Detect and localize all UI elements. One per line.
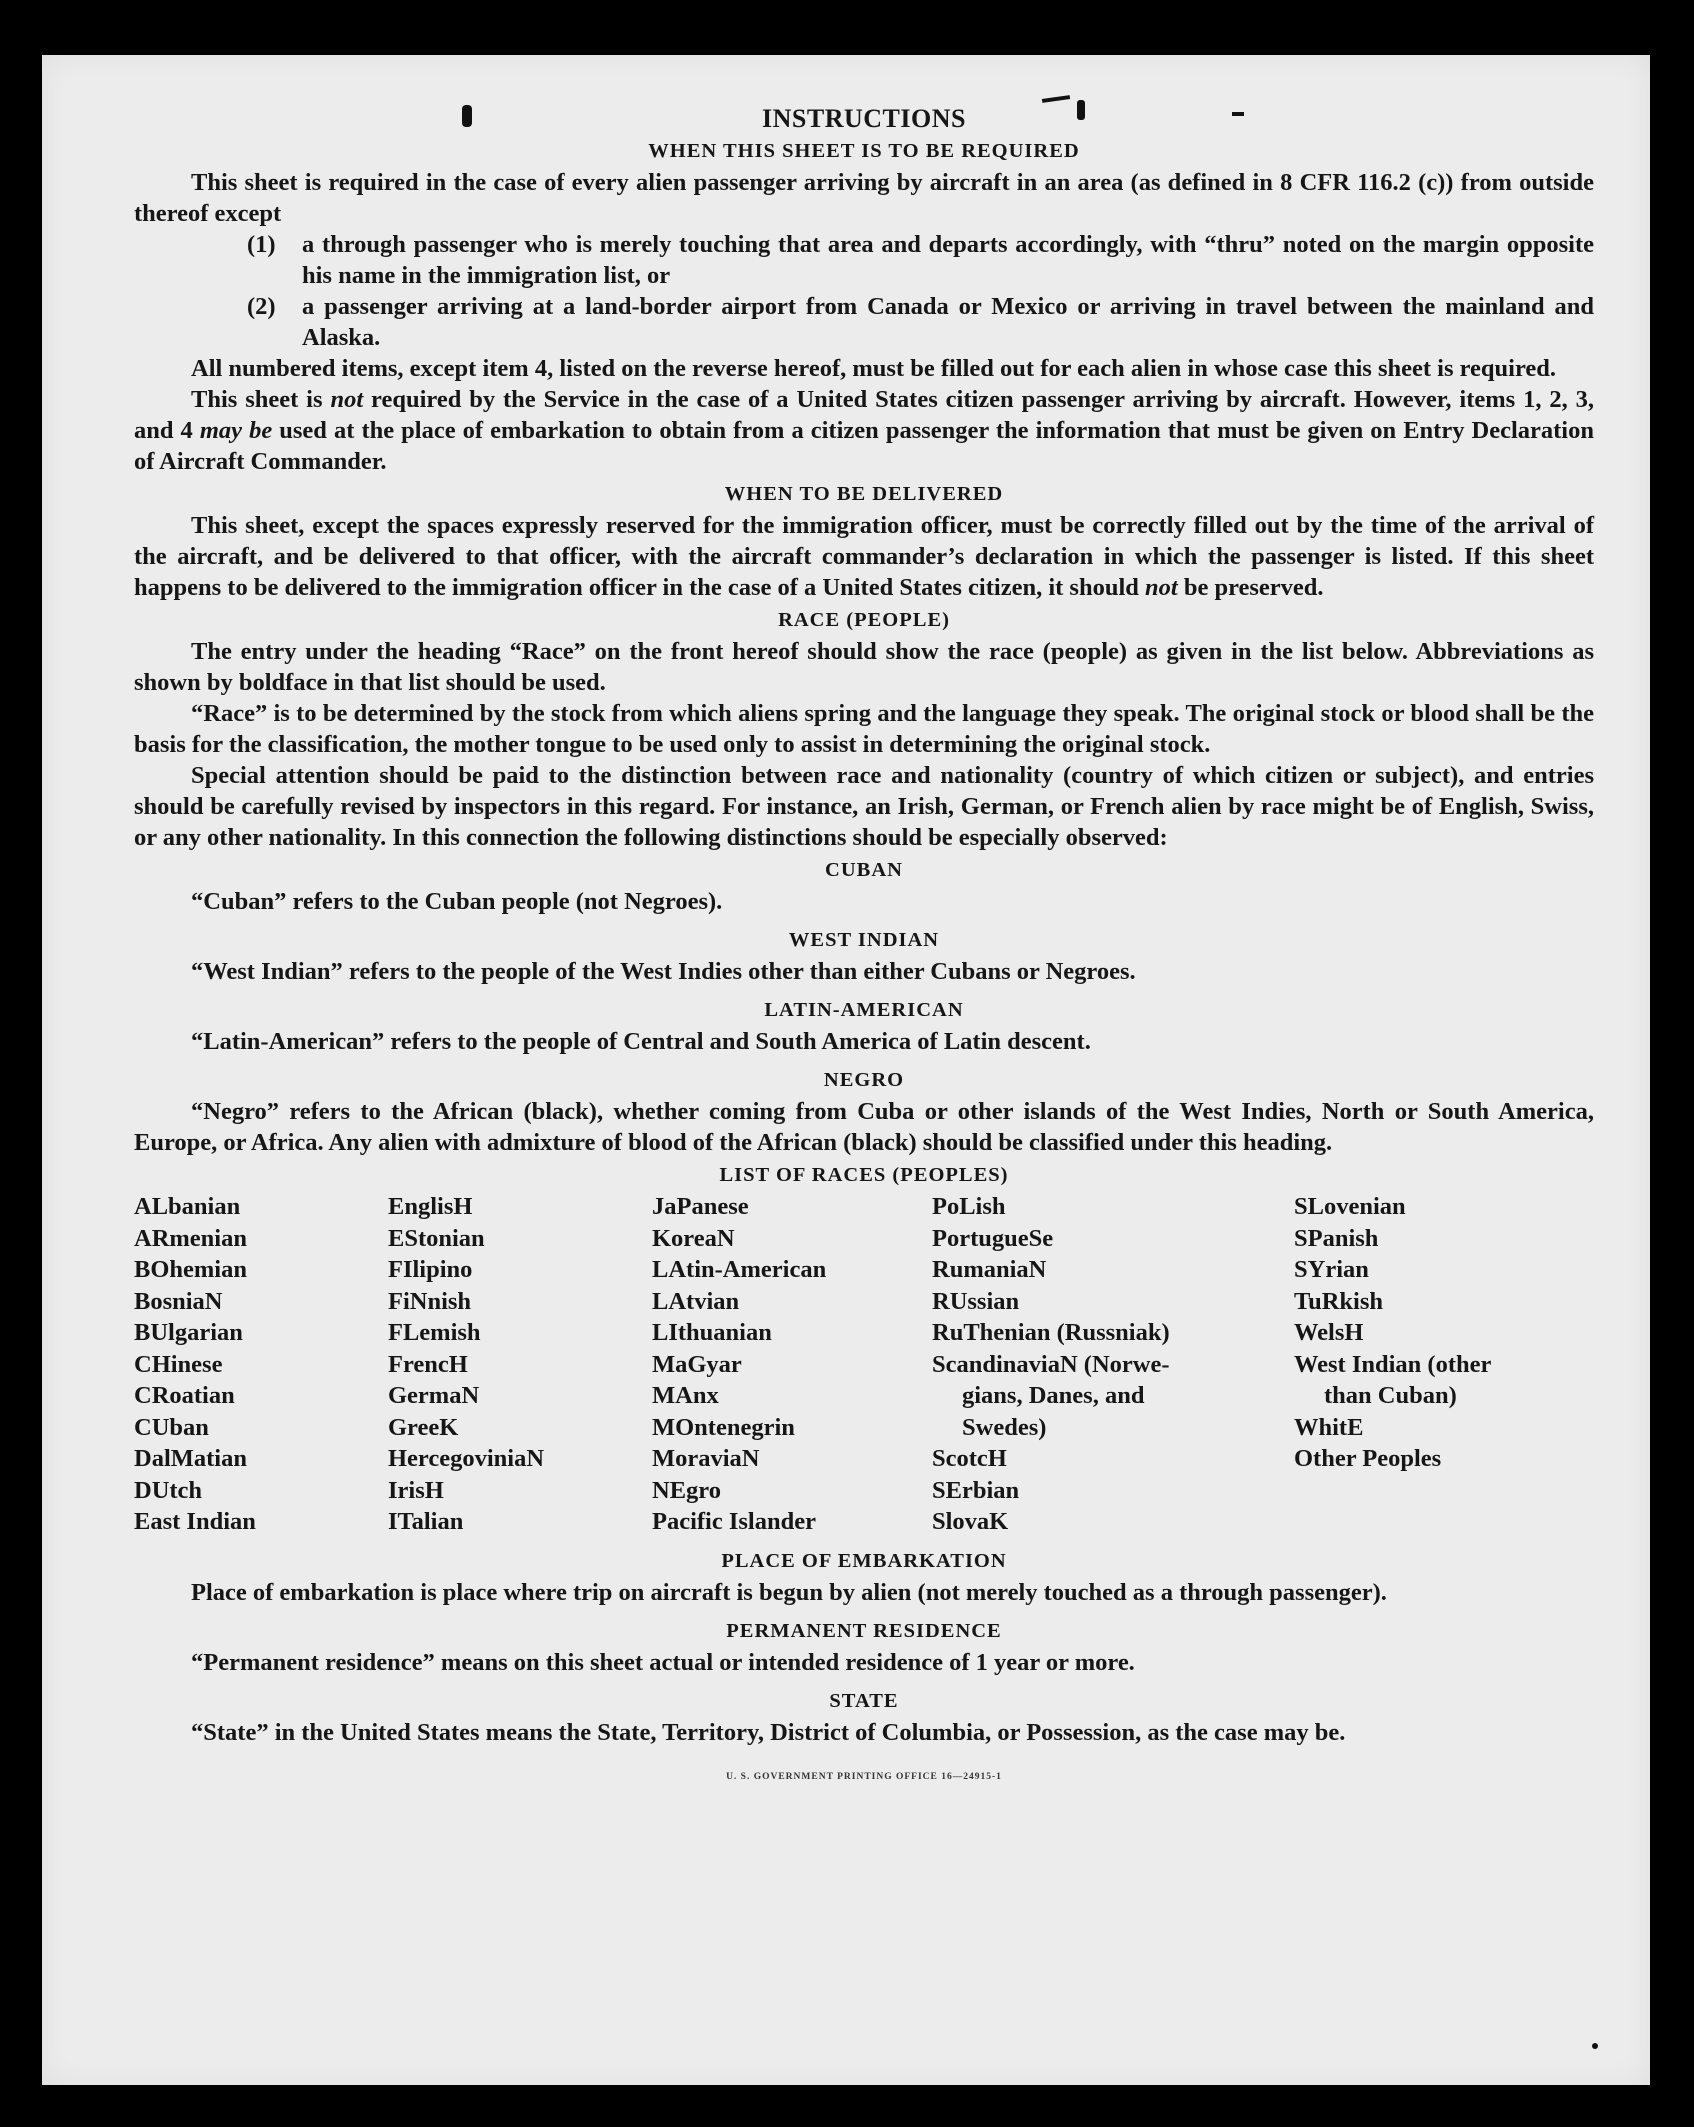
item-number: (2) bbox=[247, 293, 276, 320]
paragraph: “Negro” refers to the African (black), whether coming from Cuba or other islands of the West Indies, North or South America, Europe, or Africa. Any alien with admixture of blood of the African (black) should be classified under this heading. bbox=[134, 1098, 1594, 1156]
race-list-item: CRoatian bbox=[134, 1382, 235, 1409]
race-list-item: WhitE bbox=[1294, 1413, 1364, 1441]
heading-latin-american: LATIN-AMERICAN bbox=[764, 999, 964, 1021]
race-list-item: HercegoviniaN bbox=[388, 1445, 545, 1472]
item-text: a through passenger who is merely touching that area and departs accordingly, with “thru” noted on the margin opposite his name in the immigration list, or bbox=[302, 231, 1594, 289]
race-list-item: FiNnish bbox=[388, 1287, 472, 1315]
paragraph: “West Indian” refers to the people of the West Indies other than either Cubans or Negroes. bbox=[191, 958, 1136, 985]
heading-permanent-residence: PERMANENT RESIDENCE bbox=[726, 1619, 1002, 1642]
paragraph: “Permanent residence” means on this sheet actual or intended residence of 1 year or more. bbox=[191, 1648, 1135, 1676]
race-list-item: FrencH bbox=[388, 1350, 468, 1378]
heading-west-indian: WEST INDIAN bbox=[788, 929, 940, 951]
race-list-item: SlovaK bbox=[932, 1508, 1009, 1535]
race-list-item: MAnx bbox=[652, 1382, 719, 1409]
text-run: This sheet, except the spaces expressly reserved for the immigration officer, must be correctly filled out by the time of the arrival of the aircraft, and be delivered to that officer, with the aircraft commander’s declaration in which the passenger is listed. If this sheet happens to be delivered to the immigration officer in the case of a United States citizen, it should bbox=[134, 512, 1594, 601]
race-list-item: SLovenian bbox=[1294, 1193, 1406, 1220]
race-list-item: Pacific Islander bbox=[652, 1508, 816, 1535]
race-list-item: MOntenegrin bbox=[652, 1413, 795, 1441]
document-sheet bbox=[42, 55, 1650, 2085]
paragraph: “Race” is to be determined by the stock from which aliens spring and the language they speak. The original stock or blood shall be the basis for the classification, the mother tongue to be used only to assist in determining the original stock. bbox=[134, 700, 1594, 758]
heading-place-of-embarkation: PLACE OF EMBARKATION bbox=[721, 1549, 1007, 1572]
race-list-item: DUtch bbox=[134, 1476, 203, 1504]
text-run: This sheet is bbox=[191, 386, 331, 413]
race-list-item: RUssian bbox=[932, 1287, 1020, 1315]
race-list-item: MoraviaN bbox=[652, 1445, 760, 1472]
race-list-item: SPanish bbox=[1294, 1224, 1379, 1252]
paragraph: The entry under the heading “Race” on the front hereof should show the race (people) as given in the list below. Abbreviations as shown by boldface in that list should be used. bbox=[134, 638, 1594, 696]
race-list-item: FIlipino bbox=[388, 1256, 473, 1283]
race-list-item: LAtvian bbox=[652, 1287, 740, 1315]
race-list-item: CUban bbox=[134, 1413, 209, 1441]
race-list-item: WelsH bbox=[1294, 1319, 1364, 1346]
race-list-item: RuThenian (Russniak) bbox=[932, 1319, 1170, 1346]
race-list-item: BUlgarian bbox=[134, 1319, 243, 1346]
scan-mark bbox=[1042, 95, 1070, 103]
item-number: (1) bbox=[247, 231, 276, 258]
race-list-item: JaPanese bbox=[652, 1193, 749, 1220]
race-list-item: GreeK bbox=[388, 1413, 459, 1441]
paragraph: Place of embarkation is place where trip on aircraft is begun by alien (not merely touched as a through passenger). bbox=[191, 1578, 1387, 1606]
race-list-item: Other Peoples bbox=[1294, 1445, 1442, 1472]
text-run: be preserved. bbox=[1177, 574, 1324, 601]
race-list-item: East Indian bbox=[134, 1508, 256, 1535]
paragraph: Special attention should be paid to the distinction between race and nationality (country of which citizen or subject), and entries should be carefully revised by inspectors in this regard. For instance, an Irish, German, or French alien by race might be of English, Swiss, or any other nationality. In this connection the following distinctions should be especially observed: bbox=[134, 762, 1594, 851]
item-text: a passenger arriving at a land-border airport from Canada or Mexico or arriving in travel between the mainland and Alaska. bbox=[302, 293, 1594, 351]
race-list-item: FLemish bbox=[388, 1319, 481, 1346]
race-list-item: PortugueSe bbox=[932, 1224, 1054, 1252]
italic-text: not bbox=[1145, 574, 1178, 601]
races-column-2 bbox=[388, 1191, 652, 1538]
paragraph: “Cuban” refers to the Cuban people (not Negroes). bbox=[191, 888, 723, 915]
races-column-5 bbox=[1294, 1191, 1594, 1538]
race-list-item: SErbian bbox=[932, 1476, 1020, 1504]
paragraph: “State” in the United States means the State, Territory, District of Columbia, or Possession, as the case may be. bbox=[191, 1718, 1346, 1746]
races-list bbox=[134, 1191, 1594, 1538]
instructions-content bbox=[134, 103, 1594, 1793]
race-list-item: ScotcH bbox=[932, 1445, 1007, 1472]
race-list-item: RumaniaN bbox=[932, 1256, 1047, 1283]
race-list-item: EnglisH bbox=[388, 1193, 473, 1220]
race-list-item: KoreaN bbox=[652, 1224, 735, 1252]
race-list-item: than Cuban) bbox=[1324, 1382, 1457, 1409]
race-list-item: MaGyar bbox=[652, 1350, 742, 1378]
italic-text: not bbox=[330, 386, 364, 413]
race-list-item: EStonian bbox=[388, 1224, 485, 1252]
paragraph: All numbered items, except item 4, listed on the reverse hereof, must be filled out for each alien in whose case this sheet is required. bbox=[191, 355, 1557, 382]
paragraph bbox=[134, 384, 1594, 477]
race-list-item: BOhemian bbox=[134, 1256, 247, 1283]
race-list-item: West Indian (other bbox=[1294, 1350, 1492, 1378]
race-list-item: NEgro bbox=[652, 1476, 721, 1504]
race-list-item: PoLish bbox=[932, 1193, 1006, 1220]
race-list-item: GermaN bbox=[388, 1382, 480, 1409]
race-list-item: Swedes) bbox=[962, 1413, 1047, 1441]
race-list-item: ScandinaviaN (Norwe- bbox=[932, 1350, 1170, 1378]
races-column-1 bbox=[134, 1191, 388, 1538]
race-list-item: gians, Danes, and bbox=[962, 1382, 1145, 1409]
race-list-item: LIthuanian bbox=[652, 1319, 772, 1346]
printer-imprint: U. S. GOVERNMENT PRINTING OFFICE 16—24915-1 bbox=[726, 1771, 1002, 1782]
paragraph: “Latin-American” refers to the people of Central and South America of Latin descent. bbox=[191, 1028, 1091, 1055]
heading-list-of-races: LIST OF RACES (PEOPLES) bbox=[719, 1164, 1009, 1186]
race-list-item: ITalian bbox=[388, 1508, 464, 1535]
race-list-item: CHinese bbox=[134, 1350, 223, 1378]
heading-when-delivered: WHEN TO BE DELIVERED bbox=[724, 483, 1004, 505]
race-list-item: TuRkish bbox=[1294, 1287, 1384, 1315]
heading-when-required: WHEN THIS SHEET IS TO BE REQUIRED bbox=[648, 140, 1080, 162]
race-list-item: IrisH bbox=[388, 1476, 444, 1504]
race-list-item: DalMatian bbox=[134, 1445, 247, 1472]
races-column-3 bbox=[652, 1191, 932, 1538]
race-list-item: BosniaN bbox=[134, 1287, 223, 1315]
scan-mark bbox=[1592, 2043, 1598, 2049]
heading-race: RACE (PEOPLE) bbox=[778, 609, 950, 631]
races-column-4 bbox=[932, 1191, 1294, 1538]
heading-state: STATE bbox=[829, 1689, 899, 1712]
list-item bbox=[247, 291, 1594, 353]
heading-cuban: CUBAN bbox=[825, 859, 903, 881]
race-list-item: ARmenian bbox=[134, 1224, 247, 1252]
race-list-item: LAtin-American bbox=[652, 1256, 827, 1283]
list-item bbox=[247, 229, 1594, 291]
page-title: INSTRUCTIONS bbox=[762, 104, 966, 133]
race-list-item: ALbanian bbox=[134, 1193, 241, 1220]
paragraph: This sheet is required in the case of every alien passenger arriving by aircraft in an area (as defined in 8 CFR 116.2 (c)) from outside thereof except bbox=[134, 169, 1594, 227]
italic-text: may be bbox=[199, 417, 273, 444]
heading-negro: NEGRO bbox=[823, 1069, 905, 1091]
paragraph bbox=[134, 510, 1594, 603]
race-list-item: SYrian bbox=[1294, 1256, 1369, 1283]
text-run: used at the place of embarkation to obtain from a citizen passenger the information that must be given on Entry Declaration of Aircraft Commander. bbox=[134, 417, 1594, 475]
text-run: required by the Service in the case of a United States citizen passenger arriving by aircraft. However, items 1, 2, 3, and 4 bbox=[134, 386, 1595, 444]
